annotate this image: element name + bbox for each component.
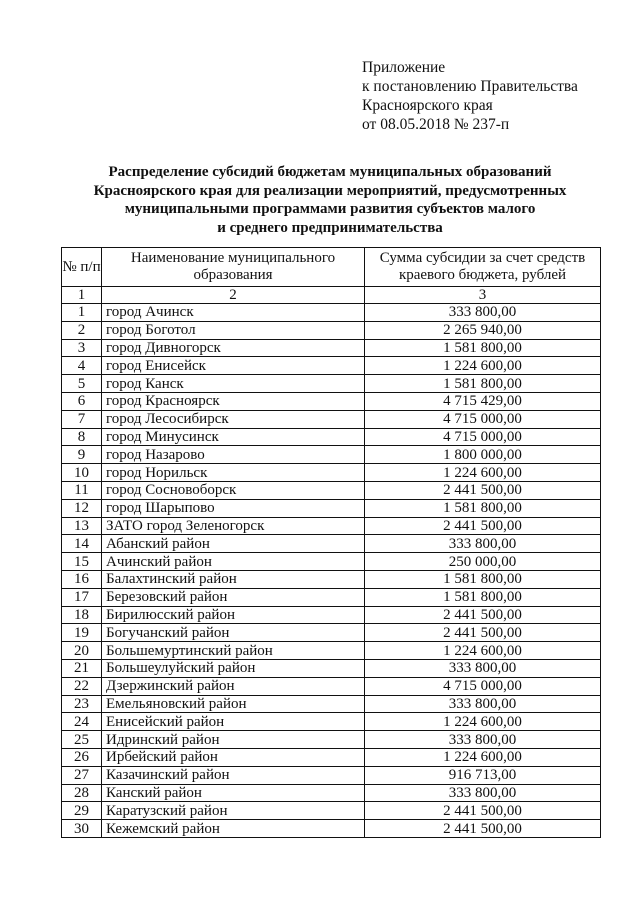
subsidy-amount: 2 441 500,00 xyxy=(365,820,601,838)
municipality-name: город Красноярск xyxy=(102,392,365,410)
subsidy-amount: 333 800,00 xyxy=(365,659,601,677)
table-row xyxy=(62,570,601,588)
table-row xyxy=(62,695,601,713)
subsidy-amount: 1 224 600,00 xyxy=(365,713,601,731)
municipality-name: город Енисейск xyxy=(102,357,365,375)
table-row xyxy=(62,553,601,571)
appendix-line: к постановлению Правительства xyxy=(362,78,578,95)
municipality-name: ЗАТО город Зеленогорск xyxy=(102,517,365,535)
table-row xyxy=(62,766,601,784)
table-row xyxy=(62,464,601,482)
subsidy-amount: 333 800,00 xyxy=(365,784,601,802)
subsidy-amount: 1 224 600,00 xyxy=(365,642,601,660)
subsidy-amount: 333 800,00 xyxy=(365,695,601,713)
table-row xyxy=(62,624,601,642)
municipality-name: город Норильск xyxy=(102,464,365,482)
table-row xyxy=(62,357,601,375)
subsidy-amount: 4 715 429,00 xyxy=(365,392,601,410)
subsidy-amount: 2 441 500,00 xyxy=(365,624,601,642)
subsidy-amount: 333 800,00 xyxy=(365,535,601,553)
municipality-name: Казачинский район xyxy=(102,766,365,784)
column-number: 2 xyxy=(102,287,365,304)
row-number: 21 xyxy=(62,659,102,677)
row-number: 8 xyxy=(62,428,102,446)
table-row xyxy=(62,748,601,766)
title-line: Красноярского края для реализации мероприятий, предусмотренных xyxy=(93,182,567,199)
table-row xyxy=(62,820,601,838)
row-number: 12 xyxy=(62,499,102,517)
subsidy-amount: 2 265 940,00 xyxy=(365,321,601,339)
table-row xyxy=(62,446,601,464)
subsidy-table xyxy=(61,247,601,838)
header-name: Наименование муниципального образования xyxy=(102,248,365,287)
row-number: 25 xyxy=(62,731,102,749)
table-row xyxy=(62,517,601,535)
row-number: 30 xyxy=(62,820,102,838)
document-title xyxy=(60,163,600,237)
municipality-name: город Шарыпово xyxy=(102,499,365,517)
municipality-name: город Дивногорск xyxy=(102,339,365,357)
municipality-name: Богучанский район xyxy=(102,624,365,642)
municipality-name: Березовский район xyxy=(102,588,365,606)
appendix-line: Приложение xyxy=(362,59,446,76)
municipality-name: Ачинский район xyxy=(102,553,365,571)
row-number: 18 xyxy=(62,606,102,624)
table-row xyxy=(62,375,601,393)
municipality-name: Канский район xyxy=(102,784,365,802)
subsidy-amount: 1 224 600,00 xyxy=(365,357,601,375)
row-number: 27 xyxy=(62,766,102,784)
subsidy-amount: 1 581 800,00 xyxy=(365,339,601,357)
row-number: 20 xyxy=(62,642,102,660)
row-number: 22 xyxy=(62,677,102,695)
municipality-name: город Канск xyxy=(102,375,365,393)
column-number: 1 xyxy=(62,287,102,304)
table-row xyxy=(62,642,601,660)
table-row xyxy=(62,321,601,339)
municipality-name: город Назарово xyxy=(102,446,365,464)
municipality-name: Большеулуйский район xyxy=(102,659,365,677)
municipality-name: город Сосновоборск xyxy=(102,481,365,499)
header-number: № п/п xyxy=(62,248,102,287)
subsidy-amount: 333 800,00 xyxy=(365,731,601,749)
municipality-name: Емельяновский район xyxy=(102,695,365,713)
table-row xyxy=(62,428,601,446)
municipality-name: город Боготол xyxy=(102,321,365,339)
municipality-name: Бирилюсский район xyxy=(102,606,365,624)
subsidy-amount: 1 581 800,00 xyxy=(365,570,601,588)
row-number: 19 xyxy=(62,624,102,642)
row-number: 11 xyxy=(62,481,102,499)
municipality-name: Ирбейский район xyxy=(102,748,365,766)
subsidy-amount: 2 441 500,00 xyxy=(365,517,601,535)
row-number: 29 xyxy=(62,802,102,820)
table-row xyxy=(62,802,601,820)
municipality-name: Каратузский район xyxy=(102,802,365,820)
row-number: 15 xyxy=(62,553,102,571)
table-row xyxy=(62,535,601,553)
row-number: 7 xyxy=(62,410,102,428)
row-number: 6 xyxy=(62,392,102,410)
title-line: и среднего предпринимательства xyxy=(217,219,443,236)
row-number: 26 xyxy=(62,748,102,766)
municipality-name: Большемуртинский район xyxy=(102,642,365,660)
municipality-name: город Минусинск xyxy=(102,428,365,446)
row-number: 9 xyxy=(62,446,102,464)
row-number: 3 xyxy=(62,339,102,357)
table-header-row xyxy=(62,248,601,287)
table-row xyxy=(62,588,601,606)
table-row xyxy=(62,304,601,322)
row-number: 13 xyxy=(62,517,102,535)
subsidy-amount: 4 715 000,00 xyxy=(365,428,601,446)
table-row xyxy=(62,410,601,428)
subsidy-amount: 1 581 800,00 xyxy=(365,499,601,517)
table-row xyxy=(62,659,601,677)
subsidy-amount: 2 441 500,00 xyxy=(365,606,601,624)
subsidy-amount: 250 000,00 xyxy=(365,553,601,571)
subsidy-amount: 4 715 000,00 xyxy=(365,410,601,428)
row-number: 2 xyxy=(62,321,102,339)
subsidy-amount: 1 224 600,00 xyxy=(365,748,601,766)
column-number-row xyxy=(62,287,601,304)
title-line: Распределение субсидий бюджетам муниципальных образований xyxy=(108,164,552,180)
municipality-name: Кежемский район xyxy=(102,820,365,838)
municipality-name: Енисейский район xyxy=(102,713,365,731)
municipality-name: Идринский район xyxy=(102,731,365,749)
subsidy-amount: 1 581 800,00 xyxy=(365,588,601,606)
subsidy-amount: 1 581 800,00 xyxy=(365,375,601,393)
table-row xyxy=(62,392,601,410)
table-row xyxy=(62,784,601,802)
municipality-name: город Ачинск xyxy=(102,304,365,322)
subsidy-amount: 1 800 000,00 xyxy=(365,446,601,464)
table-row xyxy=(62,481,601,499)
row-number: 14 xyxy=(62,535,102,553)
row-number: 23 xyxy=(62,695,102,713)
row-number: 16 xyxy=(62,570,102,588)
table-row xyxy=(62,731,601,749)
subsidy-amount: 1 224 600,00 xyxy=(365,464,601,482)
subsidy-amount: 4 715 000,00 xyxy=(365,677,601,695)
appendix-note xyxy=(362,58,632,134)
municipality-name: город Лесосибирск xyxy=(102,410,365,428)
title-line: муниципальными программами развития субъектов малого xyxy=(124,201,536,217)
row-number: 1 xyxy=(62,304,102,322)
row-number: 5 xyxy=(62,375,102,393)
table-body xyxy=(62,304,601,838)
municipality-name: Абанский район xyxy=(102,535,365,553)
appendix-line: от 08.05.2018 № 237-п xyxy=(362,116,510,133)
table-row xyxy=(62,713,601,731)
row-number: 4 xyxy=(62,357,102,375)
table-row xyxy=(62,339,601,357)
row-number: 17 xyxy=(62,588,102,606)
table-row xyxy=(62,606,601,624)
municipality-name: Балахтинский район xyxy=(102,570,365,588)
table-row xyxy=(62,677,601,695)
table-row xyxy=(62,499,601,517)
appendix-line: Красноярского края xyxy=(362,97,493,114)
column-number: 3 xyxy=(365,287,601,304)
header-sum: Сумма субсидии за счет средств краевого бюджета, рублей xyxy=(365,248,601,287)
subsidy-amount: 2 441 500,00 xyxy=(365,481,601,499)
municipality-name: Дзержинский район xyxy=(102,677,365,695)
row-number: 28 xyxy=(62,784,102,802)
subsidy-amount: 2 441 500,00 xyxy=(365,802,601,820)
subsidy-amount: 333 800,00 xyxy=(365,304,601,322)
row-number: 10 xyxy=(62,464,102,482)
subsidy-amount: 916 713,00 xyxy=(365,766,601,784)
row-number: 24 xyxy=(62,713,102,731)
